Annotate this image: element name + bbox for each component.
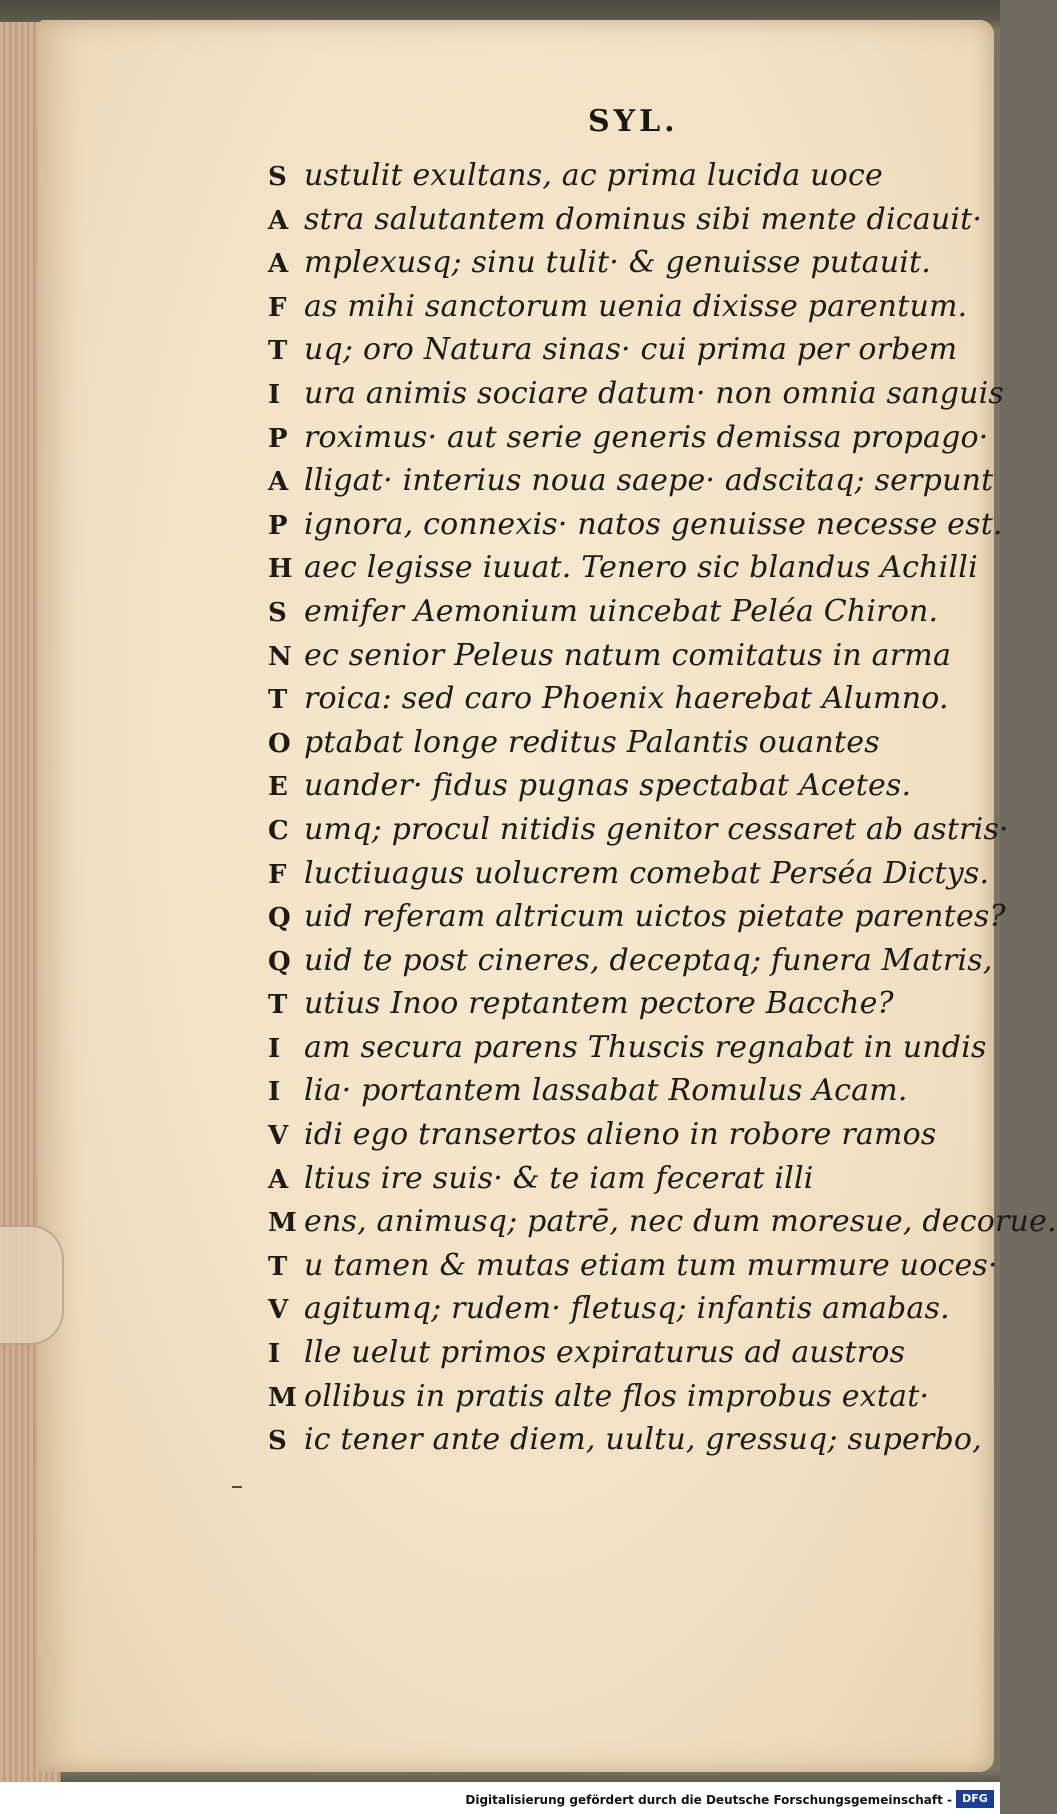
verse-text: uid referam altricum uictos pietate parentes? [304,899,1006,935]
verse-block [268,154,1057,1462]
verse-line [268,154,978,198]
verse-line [268,1331,978,1375]
verse-text: ic tener ante diem, uultu, gressuq; superbo, [304,1422,982,1458]
verse-initial: C [268,815,289,846]
verse-line [268,1287,978,1331]
verse-initial: A [268,205,289,236]
verse-line [268,198,983,242]
verse-text: ustulit exultans, ac prima lucida uoce [304,158,883,193]
verse-initial: S [268,162,287,192]
margin-mark [232,1486,242,1488]
verse-initial: P [268,423,288,454]
verse-initial: V [268,1295,289,1326]
verse-text: umq; procul nitidis genitor cessaret ab astris· [304,811,1009,847]
verse-line [268,1157,978,1201]
verse-text: lle uelut primos expiraturus ad austros [304,1335,906,1371]
verse-initial: F [268,292,287,323]
verse-line [268,590,978,634]
verse-line [268,939,993,983]
verse-initial: H [268,554,293,585]
verse-line [268,241,978,285]
verse-initial: T [268,990,288,1021]
verse-line [268,1200,1057,1244]
verse-text: ec senior Peleus natum comitatus in arma [304,637,952,673]
verse-text: uid te post cineres, deceptaq; funera Matris, [304,942,993,978]
verse-line [268,764,978,808]
verse-text: idi ego transertos alieno in robore ramos [304,1117,937,1153]
verse-initial: T [268,336,288,367]
verse-line [268,503,1003,547]
verse-line [268,416,989,460]
verse-text: ignora, connexis· natos genuisse necesse est. [304,506,1003,542]
dfg-logo: DFG [956,1790,994,1808]
verse-initial: I [268,1077,281,1108]
verse-text: ltius ire suis· & te iam fecerat illi [304,1160,814,1196]
verse-line [268,328,978,372]
verse-line [268,895,1006,939]
verse-text: roica: sed caro Phoenix haerebat Alumno. [304,681,949,717]
verse-initial: Q [268,946,291,977]
verse-text: uander· fidus pugnas spectabat Acetes. [304,768,912,804]
verse-initial: T [268,1251,288,1282]
verse-line [268,546,978,590]
verse-initial: T [268,685,288,716]
verse-line [268,1418,982,1462]
verse-line [268,1244,998,1288]
verse-line [268,1069,978,1113]
verse-line [268,1026,987,1070]
verse-text: emifer Aemonium uincebat Peléa Chiron. [304,593,939,629]
verse-text: ollibus in pratis alte flos improbus extat· [304,1378,930,1414]
verse-text: am secura parens Thuscis regnabat in undis [304,1029,987,1065]
verse-text: aec legisse iuuat. Tenero sic blandus Achilli [304,550,978,586]
verse-line [268,721,978,765]
verse-initial: M [268,1208,297,1239]
verse-initial: E [268,772,288,803]
verse-line [268,1113,978,1157]
book-clasp [0,1225,64,1345]
verse-line [268,285,978,329]
verse-text: roximus· aut serie generis demissa propago· [304,419,989,455]
verse-initial: S [268,1426,287,1457]
verse-line [268,634,978,678]
verse-line [268,852,990,896]
verse-initial: F [268,859,287,890]
verse-text: ptabat longe reditus Palantis ouantes [304,724,880,760]
verse-text: uq; oro Natura sinas· cui prima per orbem [304,332,958,368]
verse-text: u tamen & mutas etiam tum murmure uoces· [304,1247,998,1283]
verse-initial: A [268,1164,289,1195]
verse-line [268,459,994,503]
running-head: SYL. [588,104,679,139]
verse-initial: O [268,728,291,759]
verse-text: stra salutantem dominus sibi mente dicauit· [304,201,983,237]
verse-initial: A [268,249,289,280]
verse-text: as mihi sanctorum uenia dixisse parentum. [304,288,968,324]
verse-line [268,372,1005,416]
verse-line [268,677,978,721]
verse-line [268,1375,978,1419]
verse-initial: Q [268,903,291,934]
verse-text: agitumq; rudem· fletusq; infantis amabas. [304,1291,950,1327]
footer-credit: Digitalisierung gefördert durch die Deutsche Forschungsgemeinschaft - [465,1793,952,1807]
verse-line [268,982,978,1026]
verse-initial: N [268,641,292,672]
verse-initial: I [268,1033,281,1064]
verse-line [268,808,1009,852]
verse-text: luctiuagus uolucrem comebat Perséa Dictys. [304,855,990,891]
verse-text: utius Inoo reptantem pectore Bacche? [304,986,894,1022]
footer-bar [0,1782,1000,1814]
verse-initial: M [268,1382,297,1413]
verse-initial: S [268,597,287,628]
verse-text: lia· portantem lassabat Romulus Acam. [304,1073,908,1109]
verse-initial: P [268,510,288,541]
verse-initial: I [268,379,281,410]
verse-text: mplexusq; sinu tulit· & genuisse putauit. [304,245,932,281]
verse-text: ura animis sociare datum· non omnia sanguis [304,375,1005,411]
verse-initial: I [268,1339,281,1370]
verse-text: lligat· interius noua saepe· adscitaq; serpunt [304,463,994,499]
verse-text: ens, animusq; patrē, nec dum moresue, decorue. [304,1204,1057,1240]
verse-initial: V [268,1121,289,1152]
verse-initial: A [268,467,289,498]
